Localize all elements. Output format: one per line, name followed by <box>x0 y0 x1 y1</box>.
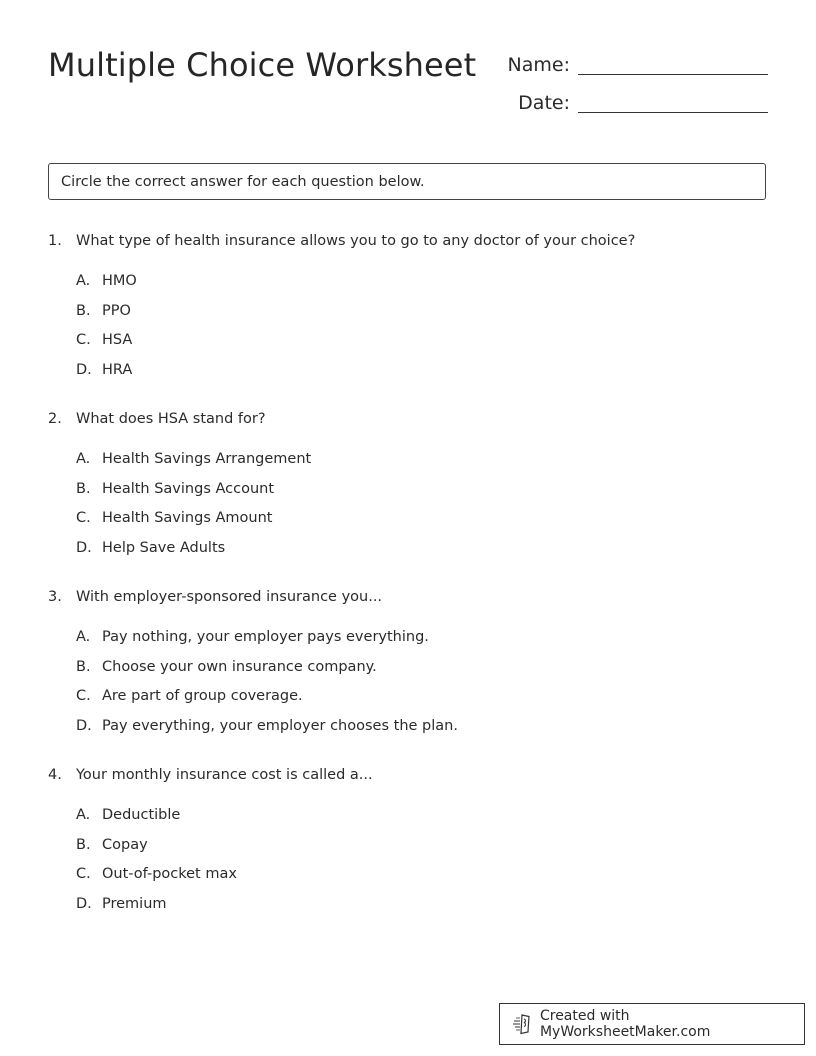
date-line[interactable] <box>578 92 768 113</box>
option-text: Health Savings Amount <box>102 510 273 526</box>
options-list <box>48 449 311 567</box>
question-prompt: With employer-sponsored insurance you... <box>76 589 383 605</box>
question-prompt: What does HSA stand for? <box>76 411 266 427</box>
option-letter: A. <box>76 807 91 823</box>
option-text: Help Save Adults <box>102 539 226 556</box>
question-text <box>48 765 373 785</box>
option-a[interactable] <box>48 805 373 835</box>
option-c[interactable] <box>48 864 373 894</box>
option-letter: D. <box>76 539 92 556</box>
option-c[interactable] <box>48 508 311 538</box>
option-letter: B. <box>76 836 91 853</box>
option-d[interactable] <box>48 894 373 924</box>
option-text: Deductible <box>102 807 181 823</box>
option-letter: C. <box>76 866 91 882</box>
option-letter: A. <box>76 451 91 467</box>
option-text: HMO <box>102 273 137 289</box>
option-letter: C. <box>76 510 91 526</box>
question-number: 2. <box>48 411 62 427</box>
option-d[interactable] <box>48 360 635 390</box>
option-text: Are part of group coverage. <box>102 688 303 704</box>
question-prompt: Your monthly insurance cost is called a... <box>76 767 373 783</box>
option-b[interactable] <box>48 657 458 687</box>
option-text: Pay nothing, your employer pays everything. <box>102 629 429 645</box>
option-text: Choose your own insurance company. <box>102 658 377 675</box>
question-4 <box>48 765 373 923</box>
option-letter: A. <box>76 273 91 289</box>
option-text: Health Savings Arrangement <box>102 451 312 467</box>
question-text <box>48 409 311 429</box>
footer-text: Created with MyWorksheetMaker.com <box>539 1008 711 1040</box>
page-title: Multiple Choice Worksheet <box>48 46 477 84</box>
question-prompt: What type of health insurance allows you to go to any doctor of your choice? <box>76 233 636 249</box>
option-text: PPO <box>102 302 131 319</box>
option-c[interactable] <box>48 330 635 360</box>
name-label: Name: <box>507 54 570 76</box>
option-text: Copay <box>102 836 148 853</box>
question-number: 1. <box>48 233 62 249</box>
option-b[interactable] <box>48 479 311 509</box>
name-field <box>490 54 768 76</box>
option-text: HRA <box>102 361 133 378</box>
option-text: Premium <box>102 895 167 912</box>
option-text: HSA <box>102 332 133 348</box>
option-text: Health Savings Account <box>102 480 275 497</box>
options-list <box>48 271 635 389</box>
option-letter: D. <box>76 717 92 734</box>
option-letter: D. <box>76 361 92 378</box>
option-b[interactable] <box>48 301 635 331</box>
option-letter: A. <box>76 629 91 645</box>
option-text: Pay everything, your employer chooses the plan. <box>102 717 458 734</box>
question-text <box>48 587 458 607</box>
question-number: 4. <box>48 767 62 783</box>
options-list <box>48 805 373 923</box>
option-c[interactable] <box>48 686 458 716</box>
footer-credit[interactable] <box>499 1003 805 1045</box>
instructions-box: Circle the correct answer for each question below. <box>48 163 766 200</box>
worksheet-maker-logo-icon <box>512 1013 534 1035</box>
option-letter: B. <box>76 302 91 319</box>
option-a[interactable] <box>48 449 311 479</box>
date-label: Date: <box>518 92 570 114</box>
option-letter: C. <box>76 332 91 348</box>
option-a[interactable] <box>48 271 635 301</box>
question-text <box>48 231 635 251</box>
question-1 <box>48 231 635 389</box>
option-d[interactable] <box>48 538 311 568</box>
option-letter: B. <box>76 480 91 497</box>
option-text: Out-of-pocket max <box>102 866 237 882</box>
question-2 <box>48 409 311 567</box>
name-line[interactable] <box>578 54 768 75</box>
question-3 <box>48 587 458 745</box>
option-d[interactable] <box>48 716 458 746</box>
option-a[interactable] <box>48 627 458 657</box>
question-number: 3. <box>48 589 62 605</box>
date-field <box>490 92 768 114</box>
option-letter: B. <box>76 658 91 675</box>
option-letter: D. <box>76 895 92 912</box>
option-letter: C. <box>76 688 91 704</box>
option-b[interactable] <box>48 835 373 865</box>
options-list <box>48 627 458 745</box>
